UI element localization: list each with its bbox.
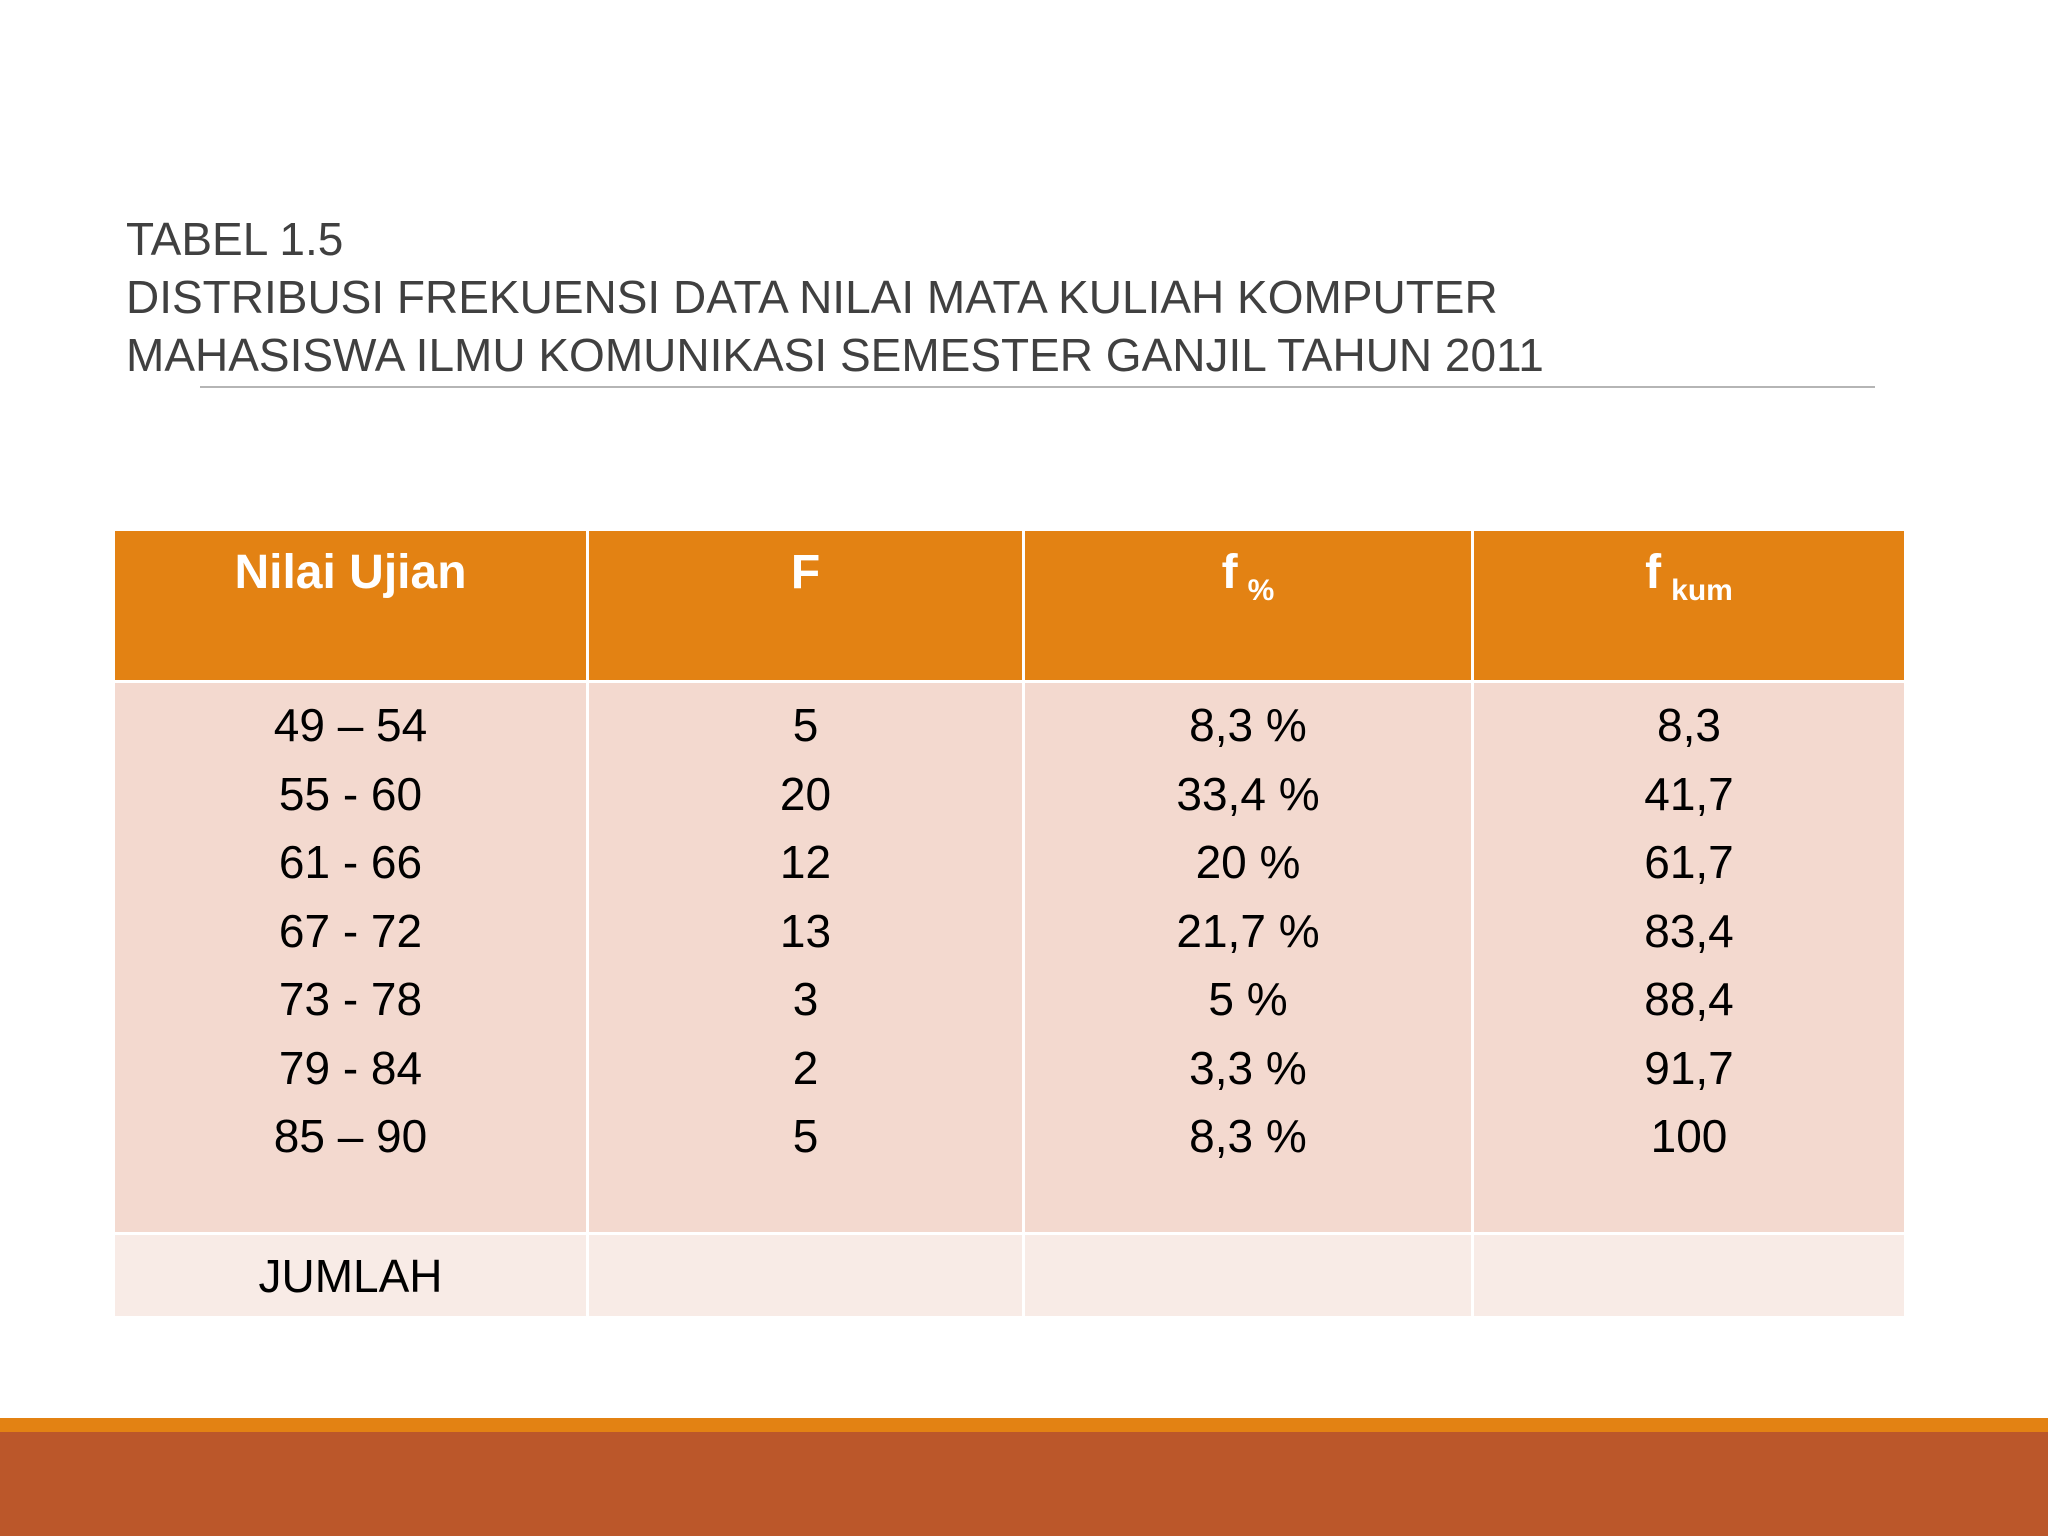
title-divider	[200, 386, 1875, 388]
table-total-row	[114, 1234, 1906, 1318]
table-body-row	[114, 682, 1906, 1234]
total-f	[588, 1234, 1024, 1318]
cell-f-percent: 33,4 %	[1176, 767, 1320, 820]
column-f	[588, 682, 1024, 1234]
cell-f-kum: 83,4	[1644, 904, 1734, 957]
header-f-percent	[1024, 530, 1473, 682]
total-f-percent	[1024, 1234, 1473, 1318]
column-f-kum	[1473, 682, 1906, 1234]
title-line-1: TABEL 1.5	[126, 213, 344, 265]
footer-band	[0, 1432, 2048, 1536]
header-label: Nilai Ujian	[234, 546, 467, 599]
header-f	[588, 530, 1024, 682]
cell-f: 13	[779, 904, 832, 957]
header-nilai-ujian	[114, 530, 588, 682]
cell-f-percent: 3,3 %	[1189, 1041, 1307, 1094]
cell-f-kum: 88,4	[1644, 973, 1734, 1025]
cell-f-kum: 100	[1650, 1110, 1728, 1162]
cell-f-percent: 20 %	[1195, 836, 1301, 888]
header-label: f	[1645, 546, 1662, 599]
cell-nilai: 49 – 54	[273, 699, 428, 751]
footer-band-accent	[0, 1418, 2048, 1432]
cell-nilai: 79 - 84	[278, 1041, 423, 1094]
column-nilai	[114, 682, 588, 1234]
frequency-table	[112, 528, 1907, 1319]
header-subscript: %	[1247, 574, 1275, 607]
cell-f: 2	[792, 1041, 819, 1094]
title-line-3: MAHASISWA ILMU KOMUNIKASI SEMESTER GANJIL TAHUN 2011	[126, 329, 1544, 381]
total-f-kum	[1473, 1234, 1906, 1318]
cell-f: 5	[792, 1110, 819, 1162]
header-label: F	[790, 546, 821, 599]
cell-nilai: 61 - 66	[278, 836, 423, 888]
cell-f: 12	[779, 836, 832, 888]
cell-nilai: 85 – 90	[273, 1110, 428, 1162]
title-line-2: DISTRIBUSI FREKUENSI DATA NILAI MATA KULIAH KOMPUTER	[126, 271, 1498, 323]
cell-nilai: 73 - 78	[278, 973, 423, 1025]
cell-f-percent: 5 %	[1208, 973, 1288, 1025]
cell-f-percent: 8,3 %	[1189, 1110, 1307, 1162]
slide-title	[126, 210, 1886, 384]
cell-f-percent: 21,7 %	[1176, 904, 1320, 957]
cell-f: 20	[779, 767, 832, 820]
cell-f-percent: 8,3 %	[1189, 699, 1307, 751]
cell-nilai: 67 - 72	[278, 904, 423, 957]
header-label: f	[1221, 546, 1238, 599]
cell-nilai: 55 - 60	[278, 767, 423, 820]
cell-f-kum: 61,7	[1644, 836, 1734, 888]
column-f-percent	[1024, 682, 1473, 1234]
cell-f: 3	[792, 973, 819, 1025]
total-label: JUMLAH	[114, 1234, 588, 1318]
cell-f-kum: 41,7	[1644, 767, 1734, 820]
header-f-kum	[1473, 530, 1906, 682]
cell-f-kum: 91,7	[1644, 1041, 1734, 1094]
cell-f: 5	[792, 699, 819, 751]
table-header-row	[114, 530, 1906, 682]
cell-f-kum: 8,3	[1657, 699, 1721, 751]
header-subscript: kum	[1671, 574, 1733, 607]
